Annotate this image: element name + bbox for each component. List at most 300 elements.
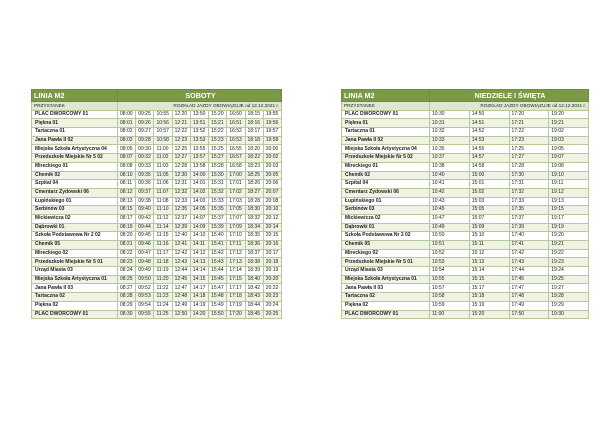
departure-time: 09:46: [136, 241, 154, 250]
departure-time: 18:25: [245, 171, 263, 180]
timetable-row: [32, 171, 282, 180]
departure-time: 14:50: [469, 110, 509, 119]
departure-time: 14:52: [469, 128, 509, 137]
departure-time: 10:47: [430, 214, 470, 223]
line-name: LINIA M2: [32, 90, 118, 102]
stop-name: Chemik 02: [32, 171, 118, 180]
departure-time: 10:31: [430, 119, 470, 128]
timetable-row: [342, 197, 589, 206]
stop-name: Łupińskiego 01: [32, 197, 118, 206]
departure-time: 20:00: [263, 145, 281, 154]
departure-time: 17:33: [509, 197, 549, 206]
departure-time: 18:30: [245, 206, 263, 215]
departure-time: 14:57: [469, 154, 509, 163]
departure-time: 15:02: [469, 188, 509, 197]
stop-name: Chemik 02: [342, 171, 430, 180]
departure-time: 12:40: [172, 232, 190, 241]
departure-time: 15:10: [469, 232, 509, 241]
departure-time: 08:22: [118, 249, 136, 258]
timetable-row: [32, 284, 282, 293]
departure-time: 20:23: [263, 293, 281, 302]
departure-time: 09:32: [136, 154, 154, 163]
departure-time: 11:19: [154, 267, 172, 276]
header-row: [342, 102, 589, 111]
departure-time: 16:51: [227, 119, 245, 128]
departure-time: 08:19: [118, 223, 136, 232]
departure-time: 10:55: [430, 275, 470, 284]
departure-time: 18:16: [245, 119, 263, 128]
departure-time: 19:24: [549, 267, 589, 276]
departure-time: 15:45: [209, 275, 227, 284]
departure-time: 19:05: [549, 145, 589, 154]
departure-time: 08:02: [118, 128, 136, 137]
departure-time: 14:01: [190, 180, 208, 189]
departure-time: 19:12: [549, 188, 589, 197]
departure-time: 08:27: [118, 284, 136, 293]
stop-name: Chemik 05: [32, 241, 118, 250]
validity-note: ROZKŁAD JAZDY OBOWIĄZUJE od 12.12.2021 r.: [430, 102, 589, 111]
departure-time: 17:40: [509, 232, 549, 241]
stop-name: Piękna 02: [342, 301, 430, 310]
departure-time: 09:30: [136, 145, 154, 154]
departure-time: 10:55: [154, 110, 172, 119]
timetable-row: [342, 206, 589, 215]
departure-time: 19:27: [549, 284, 589, 293]
departure-time: 12:20: [172, 110, 190, 119]
departure-time: 11:17: [154, 249, 172, 258]
departure-time: 17:19: [227, 301, 245, 310]
departure-time: 08:00: [118, 110, 136, 119]
timetable-row: [32, 249, 282, 258]
timetable-row: [342, 136, 589, 145]
departure-time: 17:09: [227, 223, 245, 232]
departure-time: 19:02: [549, 128, 589, 137]
departure-time: 15:12: [469, 249, 509, 258]
stop-name: Tartaczna 02: [342, 293, 430, 302]
stop-name: Urząd Miasta 03: [342, 267, 430, 276]
departure-time: 09:38: [136, 197, 154, 206]
stop-name: PLAC DWORCOWY 01: [32, 110, 118, 119]
departure-time: 13:57: [190, 154, 208, 163]
departure-time: 14:05: [190, 206, 208, 215]
departure-time: 18:43: [245, 293, 263, 302]
timetable-row: [32, 275, 282, 284]
departure-time: 08:29: [118, 301, 136, 310]
departure-time: 17:43: [509, 258, 549, 267]
departure-time: 11:14: [154, 223, 172, 232]
departure-time: 15:42: [209, 249, 227, 258]
departure-time: 15:43: [209, 258, 227, 267]
departure-time: 16:58: [227, 162, 245, 171]
departure-time: 14:58: [469, 162, 509, 171]
departure-time: 19:08: [549, 162, 589, 171]
timetable-row: [342, 267, 589, 276]
stop-name: Jana Pawła II 03: [32, 284, 118, 293]
departure-time: 15:18: [469, 293, 509, 302]
departure-time: 10:58: [430, 293, 470, 302]
departure-time: 17:23: [509, 136, 549, 145]
departure-time: 14:02: [190, 188, 208, 197]
departure-time: 08:21: [118, 241, 136, 250]
stop-name: Jana Pawła II 02: [32, 136, 118, 145]
departure-time: 11:10: [154, 206, 172, 215]
stop-name: Mireckiego 02: [32, 249, 118, 258]
departure-time: 15:37: [209, 214, 227, 223]
departure-time: 10:50: [430, 232, 470, 241]
departure-time: 10:41: [430, 180, 470, 189]
departure-time: 17:00: [227, 171, 245, 180]
departure-time: 08:30: [118, 310, 136, 319]
departure-time: 16:57: [227, 154, 245, 163]
departure-time: 15:17: [469, 284, 509, 293]
departure-time: 15:15: [469, 275, 509, 284]
departure-time: 10:49: [430, 223, 470, 232]
departure-time: 12:21: [172, 119, 190, 128]
departure-time: 12:50: [172, 310, 190, 319]
stop-name: Jana Pawła II 02: [342, 136, 430, 145]
timetable-row: [32, 162, 282, 171]
header-row: [32, 102, 282, 111]
departure-time: 09:28: [136, 136, 154, 145]
departure-time: 19:03: [549, 136, 589, 145]
timetable-row: [32, 154, 282, 163]
departure-time: 09:52: [136, 284, 154, 293]
departure-time: 08:05: [118, 145, 136, 154]
timetable-row: [342, 188, 589, 197]
timetable-row: [32, 258, 282, 267]
departure-time: 09:27: [136, 128, 154, 137]
departure-time: 19:19: [549, 223, 589, 232]
departure-time: 15:11: [469, 241, 509, 250]
departure-time: 10:58: [154, 136, 172, 145]
stop-name: Szkoła Podstawowa Nr 2 02: [342, 232, 430, 241]
timetable-row: [342, 258, 589, 267]
timetable-row: [342, 275, 589, 284]
departure-time: 15:27: [209, 154, 227, 163]
timetable-row: [32, 223, 282, 232]
departure-time: 20:22: [263, 284, 281, 293]
stop-name: Szpital 04: [342, 180, 430, 189]
departure-time: 11:02: [154, 154, 172, 163]
stop-name: Tartaczna 02: [32, 293, 118, 302]
timetable-row: [32, 310, 282, 319]
departure-time: 14:03: [190, 197, 208, 206]
departure-time: 11:16: [154, 241, 172, 250]
stop-name: PLAC DWORCOWY 01: [342, 310, 430, 319]
departure-time: 20:20: [263, 275, 281, 284]
departure-time: 18:15: [245, 110, 263, 119]
departure-time: 12:47: [172, 284, 190, 293]
departure-time: 12:27: [172, 154, 190, 163]
departure-time: 15:32: [209, 188, 227, 197]
timetable-row: [32, 180, 282, 189]
departure-time: 18:39: [245, 267, 263, 276]
departure-time: 11:07: [154, 188, 172, 197]
departure-time: 20:10: [263, 206, 281, 215]
stop-name: Mickiewicza 02: [342, 214, 430, 223]
departure-time: 18:27: [245, 188, 263, 197]
timetable-row: [342, 249, 589, 258]
stop-name: PLAC DWORCOWY 01: [32, 310, 118, 319]
departure-time: 19:22: [549, 249, 589, 258]
departure-time: 17:47: [509, 284, 549, 293]
stop-name: Serbinów 03: [32, 206, 118, 215]
departure-time: 15:00: [469, 171, 509, 180]
departure-time: 08:08: [118, 162, 136, 171]
departure-time: 17:11: [227, 241, 245, 250]
departure-time: 19:11: [549, 180, 589, 189]
departure-time: 11:25: [154, 310, 172, 319]
departure-time: 10:52: [430, 249, 470, 258]
departure-time: 08:01: [118, 119, 136, 128]
departure-time: 15:30: [209, 171, 227, 180]
departure-time: 17:13: [227, 258, 245, 267]
departure-time: 17:25: [509, 145, 549, 154]
timetable-row: [342, 310, 589, 319]
departure-time: 20:19: [263, 267, 281, 276]
departure-time: 15:44: [209, 267, 227, 276]
timetable-row: [32, 206, 282, 215]
departure-time: 11:00: [154, 145, 172, 154]
departure-time: 12:22: [172, 128, 190, 137]
departure-time: 17:10: [227, 232, 245, 241]
departure-time: 14:20: [190, 310, 208, 319]
timetable-row: [342, 145, 589, 154]
departure-time: 14:14: [190, 267, 208, 276]
departure-time: 17:18: [227, 293, 245, 302]
timetable-row: [342, 241, 589, 250]
stop-name: Przedszkole Miejskie Nr 5 02: [32, 154, 118, 163]
stop-name: PLAC DWORCOWY 01: [342, 110, 430, 119]
departure-time: 17:17: [227, 284, 245, 293]
departure-time: 17:39: [509, 223, 549, 232]
departure-time: 10:45: [430, 206, 470, 215]
departure-time: 17:21: [509, 119, 549, 128]
departure-time: 09:37: [136, 188, 154, 197]
departure-time: 10:59: [430, 301, 470, 310]
departure-time: 11:03: [154, 162, 172, 171]
departure-time: 20:24: [263, 301, 281, 310]
departure-time: 09:53: [136, 293, 154, 302]
departure-time: 17:48: [509, 293, 549, 302]
departure-time: 20:17: [263, 249, 281, 258]
departure-time: 08:24: [118, 267, 136, 276]
departure-time: 08:07: [118, 154, 136, 163]
departure-time: 16:53: [227, 136, 245, 145]
departure-time: 11:22: [154, 284, 172, 293]
stop-column-header: PRZYSTANEK: [32, 102, 118, 111]
departure-time: 15:13: [469, 258, 509, 267]
timetable-row: [342, 110, 589, 119]
departure-time: 12:25: [172, 145, 190, 154]
departure-time: 19:58: [263, 136, 281, 145]
departure-time: 11:05: [154, 171, 172, 180]
departure-time: 11:18: [154, 258, 172, 267]
departure-time: 15:47: [209, 284, 227, 293]
departure-time: 12:30: [172, 171, 190, 180]
departure-time: 15:28: [209, 162, 227, 171]
departure-time: 10:37: [430, 154, 470, 163]
stop-name: Szpital 04: [32, 180, 118, 189]
stop-name: Dąbrowki 01: [32, 223, 118, 232]
departure-time: 15:35: [209, 206, 227, 215]
stop-column-header: PRZYSTANEK: [342, 102, 430, 111]
departure-time: 09:47: [136, 249, 154, 258]
departure-time: 14:07: [190, 214, 208, 223]
departure-time: 17:30: [509, 171, 549, 180]
stop-name: Przedszkole Miejskie Nr 5 01: [32, 258, 118, 267]
timetable-row: [32, 241, 282, 250]
timetable-row: [32, 232, 282, 241]
departure-time: 08:15: [118, 206, 136, 215]
departure-time: 09:48: [136, 258, 154, 267]
departure-time: 11:12: [154, 214, 172, 223]
stop-name: Przedszkole Miejskie Nr 5 01: [342, 258, 430, 267]
departure-time: 18:20: [245, 145, 263, 154]
departure-time: 14:55: [469, 145, 509, 154]
stop-name: Serbinów 03: [342, 206, 430, 215]
stop-name: Cmentarz Żydowski 06: [32, 188, 118, 197]
departure-time: 18:32: [245, 214, 263, 223]
departure-time: 11:15: [154, 232, 172, 241]
departure-time: 19:20: [549, 110, 589, 119]
departure-time: 12:23: [172, 136, 190, 145]
departure-time: 17:14: [227, 267, 245, 276]
departure-time: 08:03: [118, 136, 136, 145]
departure-time: 18:28: [245, 197, 263, 206]
departure-time: 10:54: [430, 267, 470, 276]
departure-time: 15:05: [469, 206, 509, 215]
stop-name: Szkoła Podstawowa Nr 2 02: [32, 232, 118, 241]
departure-time: 08:12: [118, 188, 136, 197]
departure-time: 14:15: [190, 275, 208, 284]
departure-time: 19:23: [549, 258, 589, 267]
departure-time: 17:27: [509, 154, 549, 163]
departure-time: 08:25: [118, 275, 136, 284]
timetable-row: [32, 110, 282, 119]
departure-time: 18:40: [245, 275, 263, 284]
departure-time: 12:37: [172, 214, 190, 223]
departure-time: 15:01: [469, 180, 509, 189]
timetable-row: [342, 171, 589, 180]
departure-time: 12:43: [172, 258, 190, 267]
departure-time: 19:10: [549, 171, 589, 180]
timetable-row: [342, 128, 589, 137]
departure-time: 17:20: [227, 310, 245, 319]
departure-time: 13:50: [190, 110, 208, 119]
departure-time: 08:17: [118, 214, 136, 223]
departure-time: 20:25: [263, 310, 281, 319]
departure-time: 19:25: [549, 275, 589, 284]
departure-time: 10:56: [154, 119, 172, 128]
timetable-row: [32, 188, 282, 197]
stop-name: Jana Pawła II 03: [342, 284, 430, 293]
departure-time: 15:48: [209, 293, 227, 302]
departure-time: 12:32: [172, 188, 190, 197]
departure-time: 08:13: [118, 197, 136, 206]
line-name: LINIA M2: [342, 90, 430, 102]
departure-time: 11:08: [154, 197, 172, 206]
departure-time: 10:51: [430, 241, 470, 250]
stop-name: Tartaczna 01: [342, 128, 430, 137]
timetable-row: [32, 128, 282, 137]
departure-time: 11:00: [430, 310, 470, 319]
departure-time: 19:15: [549, 206, 589, 215]
departure-time: 14:51: [469, 119, 509, 128]
stop-name: Dąbrowki 01: [342, 223, 430, 232]
departure-time: 12:39: [172, 223, 190, 232]
departure-time: 18:18: [245, 136, 263, 145]
stop-name: Mickiewicza 02: [32, 214, 118, 223]
departure-time: 17:35: [509, 206, 549, 215]
timetable-row: [342, 214, 589, 223]
departure-time: 15:09: [469, 223, 509, 232]
timetable-row: [32, 267, 282, 276]
departure-time: 13:52: [190, 128, 208, 137]
timetable-row: [342, 162, 589, 171]
departure-time: 18:38: [245, 258, 263, 267]
departure-time: 08:20: [118, 232, 136, 241]
stop-name: Miejska Szkoła Artystyczna 04: [32, 145, 118, 154]
departure-time: 19:21: [549, 119, 589, 128]
departure-time: 15:07: [469, 214, 509, 223]
departure-time: 17:37: [509, 214, 549, 223]
departure-time: 18:44: [245, 301, 263, 310]
departure-time: 18:17: [245, 128, 263, 137]
stop-name: Mireckiego 01: [32, 162, 118, 171]
timetable-row: [342, 154, 589, 163]
departure-time: 09:45: [136, 232, 154, 241]
departure-time: 20:05: [263, 171, 281, 180]
departure-time: 20:12: [263, 214, 281, 223]
departure-time: 18:34: [245, 223, 263, 232]
departure-time: 19:17: [549, 214, 589, 223]
timetable-row: [342, 232, 589, 241]
departure-time: 18:45: [245, 310, 263, 319]
departure-time: 15:20: [469, 310, 509, 319]
departure-time: 17:50: [509, 310, 549, 319]
departure-time: 14:19: [190, 301, 208, 310]
departure-time: 14:53: [469, 136, 509, 145]
departure-time: 10:33: [430, 136, 470, 145]
departure-time: 14:12: [190, 249, 208, 258]
departure-time: 10:42: [430, 188, 470, 197]
timetable-row: [32, 197, 282, 206]
departure-time: 20:18: [263, 258, 281, 267]
timetable-row: [32, 136, 282, 145]
departure-time: 09:35: [136, 171, 154, 180]
stop-name: Cmentarz Żydowski 06: [342, 188, 430, 197]
departure-time: 17:01: [227, 180, 245, 189]
departure-time: 12:33: [172, 197, 190, 206]
departure-time: 20:15: [263, 232, 281, 241]
departure-time: 12:35: [172, 206, 190, 215]
departure-time: 13:51: [190, 119, 208, 128]
departure-time: 10:53: [430, 258, 470, 267]
stop-name: Miejska Szkoła Artystyczna 01: [32, 275, 118, 284]
departure-time: 19:13: [549, 197, 589, 206]
departure-time: 10:43: [430, 197, 470, 206]
departure-time: 15:25: [209, 145, 227, 154]
timetable-row: [342, 223, 589, 232]
stop-name: Chemik 05: [342, 241, 430, 250]
validity-note: ROZKŁAD JAZDY OBOWIĄZUJE od 12.12.2021 r.: [118, 102, 282, 111]
departure-time: 20:16: [263, 241, 281, 250]
departure-time: 09:33: [136, 162, 154, 171]
departure-time: 20:14: [263, 223, 281, 232]
stop-name: Miejska Szkoła Artystyczna 01: [342, 275, 430, 284]
departure-time: 20:08: [263, 197, 281, 206]
